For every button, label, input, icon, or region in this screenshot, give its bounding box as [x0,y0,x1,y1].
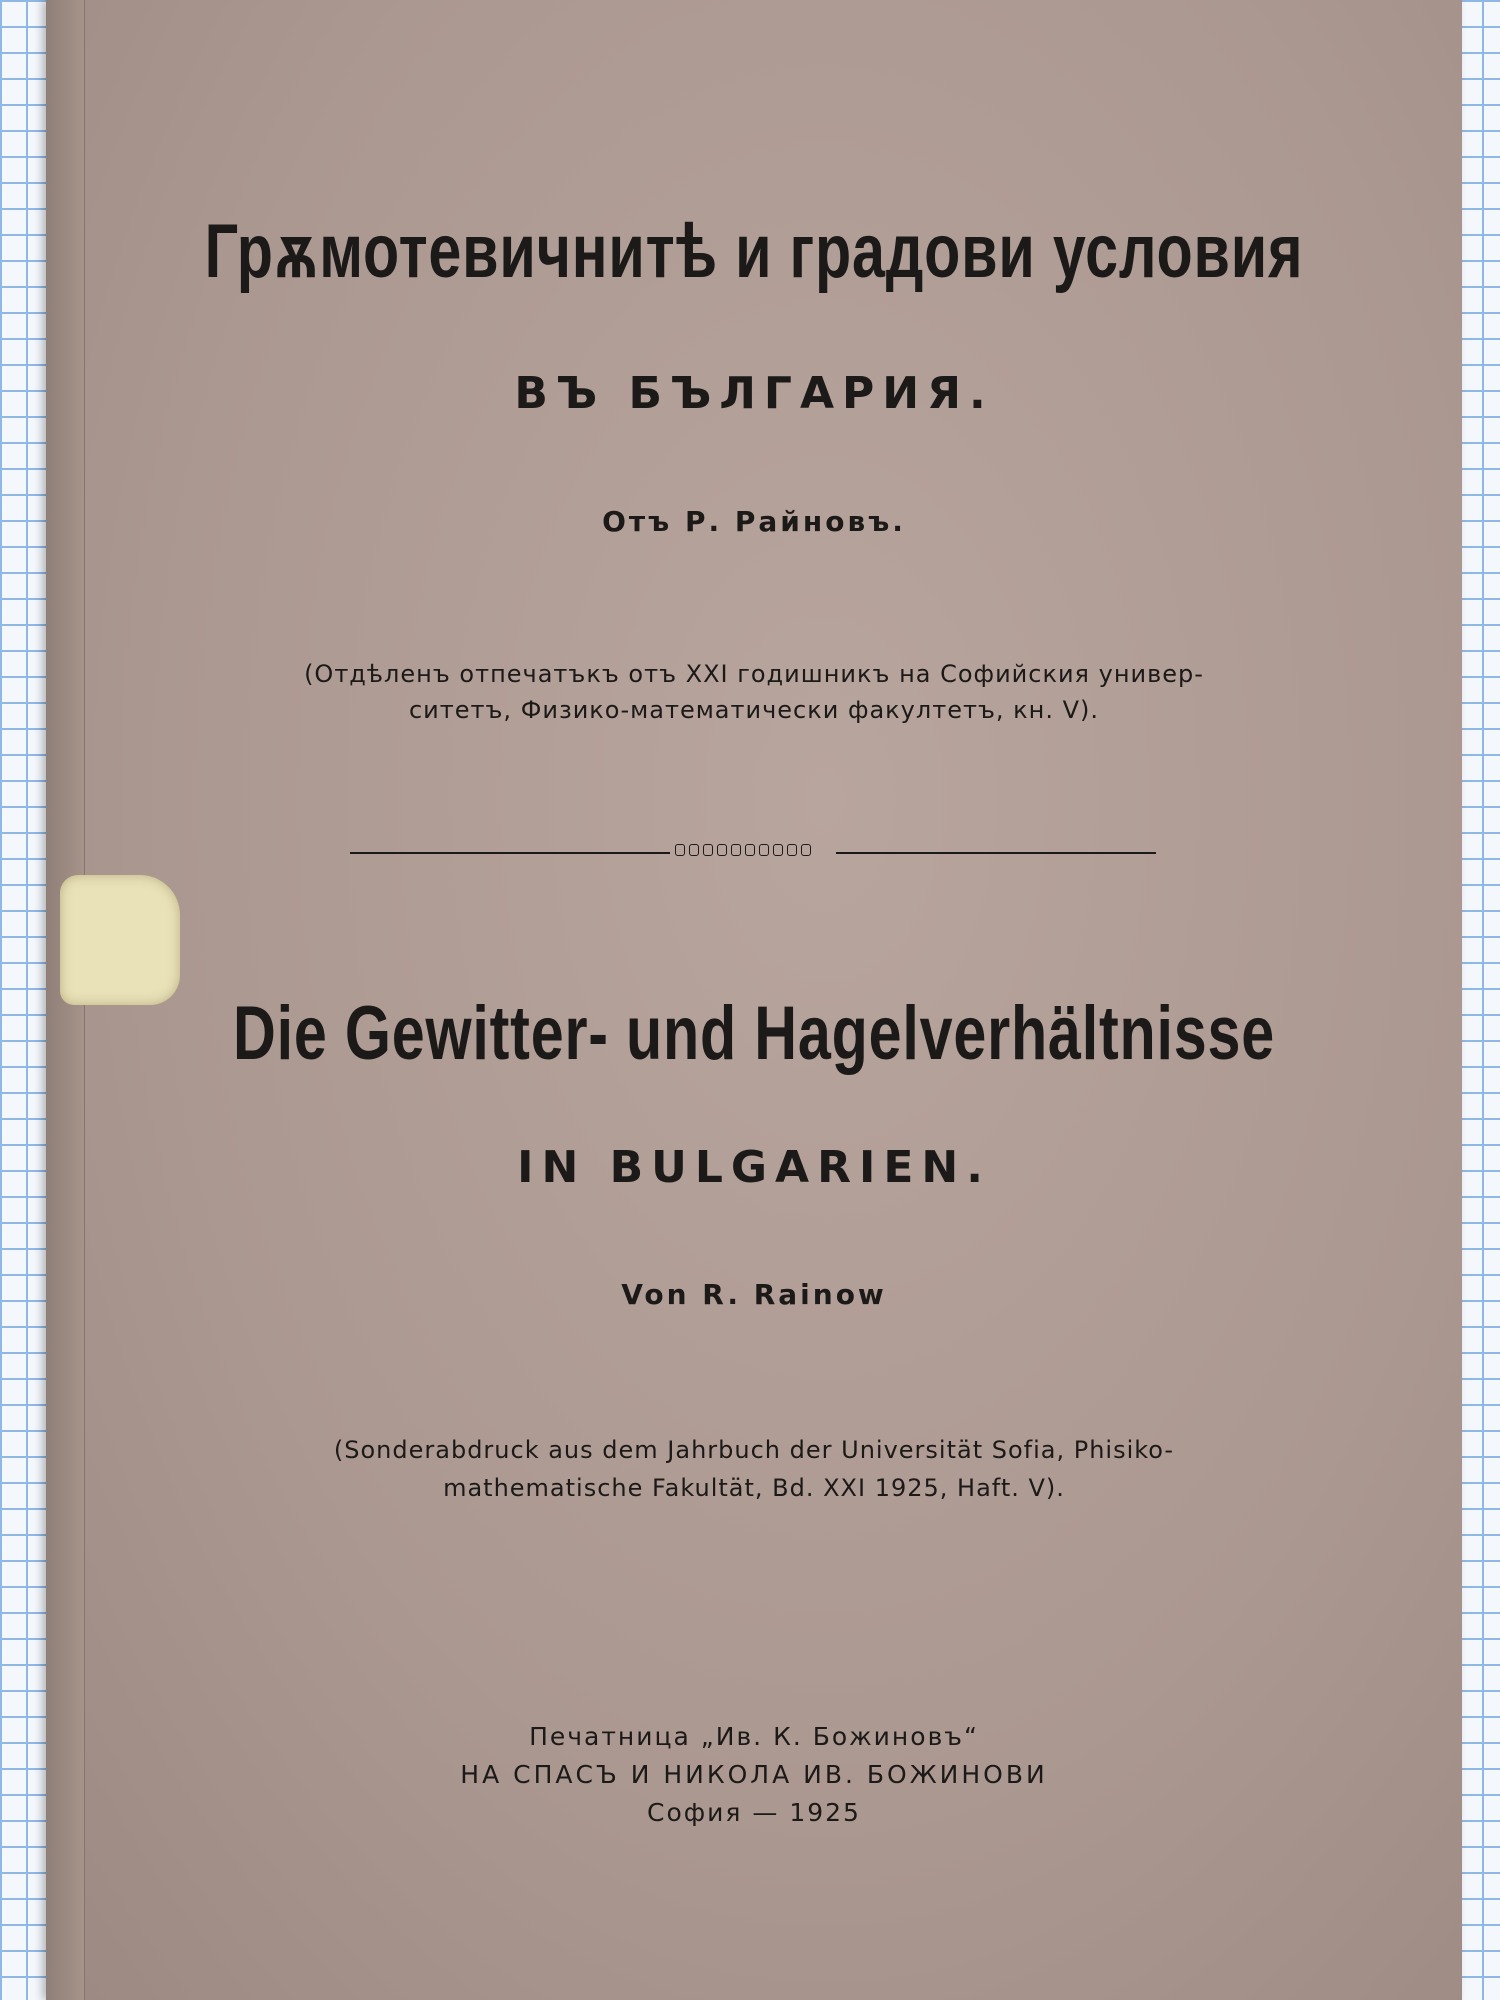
ornamental-divider [350,848,1156,856]
bulgarian-title: Грѫмотевичнитѣ и градови условия [204,209,1304,294]
german-title: Die Gewitter- und Hagelverhältnisse [233,991,1275,1076]
bulgarian-subtitle: ВЪ БЪЛГАРИЯ. [514,368,994,419]
printer-name: Печатница „Ив. К. Божиновъ“ [529,1722,979,1751]
german-author: Von R. Rainow [621,1278,887,1311]
german-subtitle: IN BULGARIEN. [517,1142,991,1193]
bulgarian-note-line-1: (Отдѣленъ отпечатъкъ отъ XXI годишникъ на Софийския универ- [304,660,1204,688]
german-note-line-1: (Sonderabdruck aus dem Jahrbuch der Universität Sofia, Phisiko- [333,1436,1175,1464]
bulgarian-note-line-2: ситетъ, Физико-математически факултетъ, кн. V). [408,696,1100,724]
printer-place-year: София — 1925 [647,1798,861,1827]
german-note-line-2: mathematische Fakultät, Bd. XXI 1925, Haft. V). [443,1474,1065,1502]
torn-spine-patch [60,875,180,1005]
bulgarian-author: Отъ Р. Райновъ. [602,505,906,538]
printer-owners: НА СПАСЪ И НИКОЛА ИВ. БОЖИНОВИ [460,1760,1048,1789]
book-cover [46,0,1462,2000]
